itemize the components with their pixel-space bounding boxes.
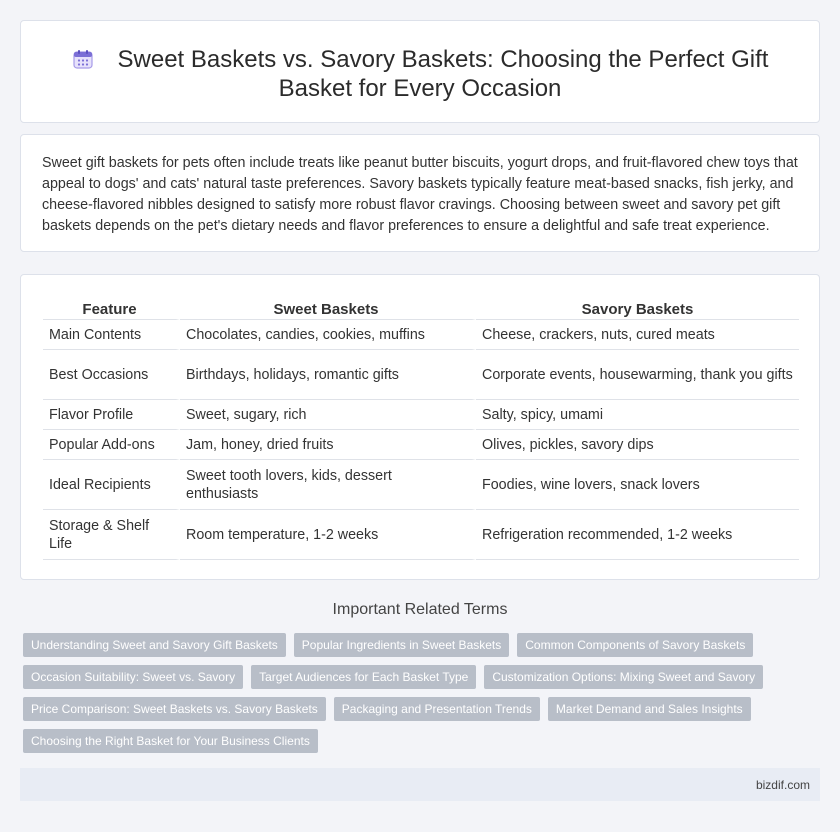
comparison-table-card [20,274,820,580]
table-header-sweet: Sweet Baskets [180,295,476,320]
tag-row [23,697,823,729]
table-cell: Flavor Profile [43,400,180,430]
header-card [20,20,820,123]
table-header-row [43,295,799,320]
related-term-tag[interactable]: Understanding Sweet and Savory Gift Baskets [23,633,286,657]
table-cell: Room temperature, 1-2 weeks [180,510,476,560]
table-cell: Best Occasions [43,350,180,400]
table-cell: Olives, pickles, savory dips [476,430,799,460]
table-cell: Chocolates, candies, cookies, muffins [180,320,476,350]
table-cell: Ideal Recipients [43,460,180,510]
related-term-tag[interactable]: Common Components of Savory Baskets [517,633,753,657]
table-cell: Corporate events, housewarming, thank you gifts [476,350,799,400]
related-terms-tags [23,633,823,761]
related-terms-title: Important Related Terms [332,601,508,618]
intro-card [20,134,820,252]
related-term-tag[interactable]: Popular Ingredients in Sweet Baskets [294,633,509,657]
tag-row [23,633,823,665]
page-title [71,45,769,103]
intro-paragraph: Sweet gift baskets for pets often include treats like peanut butter biscuits, yogurt drops, and fruit-flavored chew toys that appeal to dogs' and cats' natural taste preferences. Savory baskets typically feature meat-based snacks, fish jerky, and cheese-flavored nibbles designed to satisfy more robust flavor cravings. Choosing between sweet and savory pet gift baskets depends on the pet's dietary needs and flavor preferences to ensure a delightful and safe treat experience. [42,155,798,234]
footer [20,768,820,801]
table-row [43,350,799,400]
table-row [43,510,799,560]
table-cell: Popular Add-ons [43,430,180,460]
table-cell: Refrigeration recommended, 1-2 weeks [476,510,799,560]
tag-row [23,729,823,761]
table-row [43,320,799,350]
table-cell: Foodies, wine lovers, snack lovers [476,460,799,510]
table-row [43,400,799,430]
table-cell: Sweet, sugary, rich [180,400,476,430]
table-cell: Cheese, crackers, nuts, cured meats [476,320,799,350]
comparison-table [43,295,799,560]
footer-site-link[interactable]: bizdif.com [755,778,810,792]
tag-row [23,665,823,697]
table-cell: Main Contents [43,320,180,350]
related-term-tag[interactable]: Customization Options: Mixing Sweet and Savory [484,665,763,689]
table-row [43,460,799,510]
table-header-savory: Savory Baskets [476,295,799,320]
table-header-feature: Feature [43,295,180,320]
table-cell: Storage & Shelf Life [43,510,180,560]
calendar-icon [72,48,94,70]
related-term-tag[interactable]: Packaging and Presentation Trends [334,697,540,721]
table-cell: Sweet tooth lovers, kids, dessert enthusiasts [180,460,476,510]
related-term-tag[interactable]: Occasion Suitability: Sweet vs. Savory [23,665,243,689]
related-term-tag[interactable]: Price Comparison: Sweet Baskets vs. Savory Baskets [23,697,326,721]
title-wrap [21,45,819,103]
table-cell: Salty, spicy, umami [476,400,799,430]
related-term-tag[interactable]: Choosing the Right Basket for Your Business Clients [23,729,318,753]
page-title-text: Sweet Baskets vs. Savory Baskets: Choosing the Perfect Gift Basket for Every Occasion [117,46,769,102]
related-term-tag[interactable]: Target Audiences for Each Basket Type [251,665,476,689]
table-row [43,430,799,460]
table-cell: Birthdays, holidays, romantic gifts [180,350,476,400]
related-term-tag[interactable]: Market Demand and Sales Insights [548,697,751,721]
table-cell: Jam, honey, dried fruits [180,430,476,460]
